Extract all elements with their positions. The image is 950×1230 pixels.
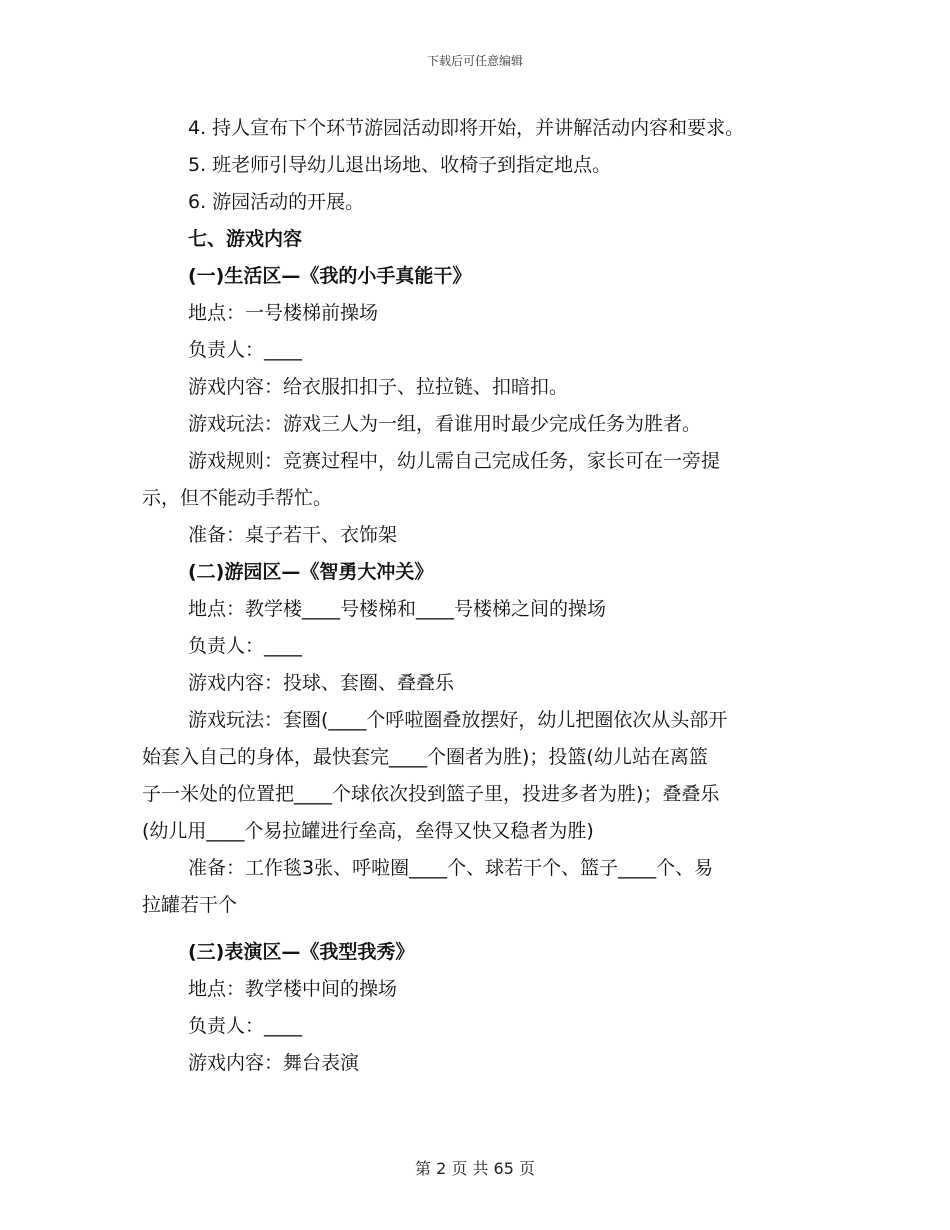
game-play-continuation: (幼儿用____个易拉罐进行垒高，垒得又快又稳者为胜) bbox=[142, 820, 594, 842]
subsection-heading-3: (三)表演区—《我型我秀》 bbox=[188, 941, 415, 963]
game-play-line: 游戏玩法：游戏三人为一组，看谁用时最少完成任务为胜者。 bbox=[188, 413, 702, 435]
game-content-line: 游戏内容：给衣服扣扣子、拉拉链、扣暗扣。 bbox=[188, 376, 569, 398]
preparation-continuation: 拉罐若干个 bbox=[142, 894, 238, 916]
person-in-charge-line: 负责人：____ bbox=[188, 635, 303, 657]
game-rules-line: 游戏规则：竞赛过程中，幼儿需自己完成任务，家长可在一旁提 bbox=[188, 450, 721, 472]
section-heading: 七、游戏内容 bbox=[188, 228, 303, 250]
step-5: 5. 班老师引导幼儿退出场地、收椅子到指定地点。 bbox=[188, 154, 612, 176]
game-content-line: 游戏内容：舞台表演 bbox=[188, 1052, 360, 1074]
subsection-heading-2: (二)游园区—《智勇大冲关》 bbox=[188, 561, 434, 583]
game-play-line: 游戏玩法：套圈(____个呼啦圈叠放摆好，幼儿把圈依次从头部开 bbox=[188, 709, 728, 731]
step-6: 6. 游园活动的开展。 bbox=[188, 191, 365, 213]
person-in-charge-line: 负责人：____ bbox=[188, 339, 303, 361]
location-line: 地点：教学楼中间的操场 bbox=[188, 978, 398, 1000]
game-play-continuation: 始套入自己的身体，最快套完____个圈者为胜)；投篮(幼儿站在离篮 bbox=[142, 746, 708, 768]
page-header-note: 下载后可任意编辑 bbox=[426, 54, 523, 68]
preparation-line: 准备：工作毯3张、呼啦圈____个、球若干个、篮子____个、易 bbox=[188, 857, 714, 879]
subsection-heading-1: (一)生活区—《我的小手真能干》 bbox=[188, 265, 472, 287]
step-4: 4. 持人宣布下个环节游园活动即将开始，并讲解活动内容和要求。 bbox=[188, 117, 745, 139]
location-line: 地点：一号楼梯前操场 bbox=[188, 302, 379, 324]
game-content-line: 游戏内容：投球、套圈、叠叠乐 bbox=[188, 672, 455, 694]
preparation-line: 准备：桌子若干、衣饰架 bbox=[188, 524, 398, 546]
person-in-charge-line: 负责人：____ bbox=[188, 1015, 303, 1037]
game-play-continuation: 子一米处的位置把____个球依次投到篮子里，投进多者为胜)；叠叠乐 bbox=[142, 783, 720, 805]
document-body bbox=[142, 110, 822, 1082]
page-number: 第 2 页 共 65 页 bbox=[415, 1159, 535, 1178]
game-rules-continuation: 示，但不能动手帮忙。 bbox=[142, 487, 333, 509]
location-line: 地点：教学楼____号楼梯和____号楼梯之间的操场 bbox=[188, 598, 607, 620]
